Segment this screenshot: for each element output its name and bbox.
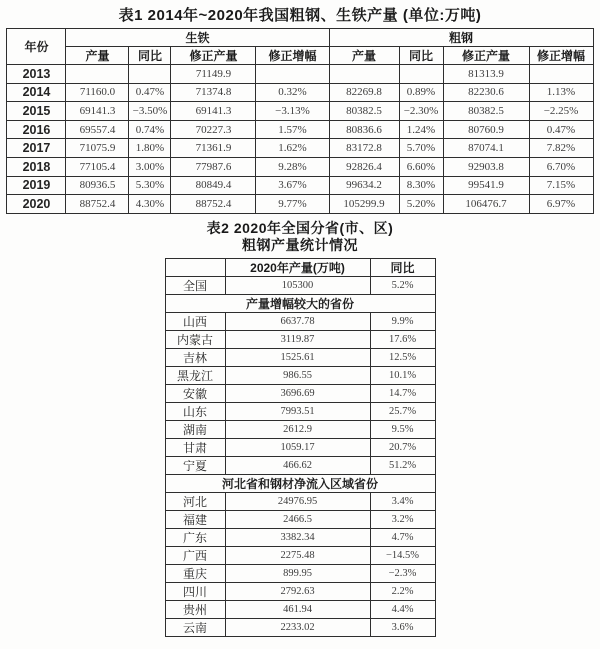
value-cell: −3.13% (256, 102, 329, 121)
table1-title: 表1 2014年~2020年我国粗钢、生铁产量 (单位:万吨) (118, 7, 482, 24)
section-header-cell: 河北省和钢材净流入区域省份 (165, 474, 435, 492)
table1-subheader: 修正增幅 (256, 47, 329, 65)
region-cell: 河北 (165, 492, 225, 510)
yoy-cell: 4.4% (370, 600, 435, 618)
region-cell: 四川 (165, 582, 225, 600)
value-cell: 92903.8 (443, 157, 529, 176)
value-cell: 71374.8 (171, 83, 256, 102)
value-cell: 1.57% (256, 120, 329, 139)
table1-row (7, 65, 593, 84)
year-cell: 2016 (7, 120, 66, 139)
value-cell: 71149.9 (171, 65, 256, 84)
table2-header-yoy: 同比 (370, 258, 435, 276)
table2-row (165, 564, 435, 582)
table2-title (0, 214, 600, 258)
table1-subheader: 同比 (129, 47, 171, 65)
production-cell: 6637.78 (225, 312, 370, 330)
value-cell: 77105.4 (66, 157, 129, 176)
value-cell: 1.62% (256, 139, 329, 158)
value-cell: 81313.9 (443, 65, 529, 84)
production-cell: 2466.5 (225, 510, 370, 528)
region-cell: 安徽 (165, 384, 225, 402)
region-cell: 湖南 (165, 420, 225, 438)
table1-subheader: 同比 (399, 47, 443, 65)
year-cell: 2019 (7, 176, 66, 195)
table1-row (7, 120, 593, 139)
value-cell: 6.60% (399, 157, 443, 176)
production-cell: 24976.95 (225, 492, 370, 510)
region-cell: 宁夏 (165, 456, 225, 474)
production-cell: 105300 (225, 276, 370, 294)
table1-steel-pig-iron-production (6, 28, 593, 214)
yoy-cell: 51.2% (370, 456, 435, 474)
region-cell: 云南 (165, 618, 225, 636)
value-cell: 88752.4 (171, 195, 256, 214)
region-cell: 山西 (165, 312, 225, 330)
value-cell: 0.32% (256, 83, 329, 102)
value-cell: 7.82% (529, 139, 593, 158)
table2-row (165, 312, 435, 330)
production-cell: 1059.17 (225, 438, 370, 456)
yoy-cell: 12.5% (370, 348, 435, 366)
table1-row (7, 139, 593, 158)
value-cell: −2.30% (399, 102, 443, 121)
region-cell: 福建 (165, 510, 225, 528)
table2-province-crude-steel (165, 258, 436, 637)
value-cell: 4.30% (129, 195, 171, 214)
value-cell (399, 65, 443, 84)
year-cell: 2017 (7, 139, 66, 158)
yoy-cell: 14.7% (370, 384, 435, 402)
yoy-cell: 20.7% (370, 438, 435, 456)
region-cell: 内蒙古 (165, 330, 225, 348)
table1-group-header-row (7, 29, 593, 47)
year-cell: 2013 (7, 65, 66, 84)
value-cell: 88752.4 (66, 195, 129, 214)
value-cell: 9.28% (256, 157, 329, 176)
value-cell: 80849.4 (171, 176, 256, 195)
production-cell: 3382.34 (225, 528, 370, 546)
value-cell: 5.30% (129, 176, 171, 195)
table2-row (165, 402, 435, 420)
table1-header-crude-steel: 粗钢 (329, 29, 593, 47)
production-cell: 7993.51 (225, 402, 370, 420)
production-cell: 899.95 (225, 564, 370, 582)
value-cell: 80836.6 (329, 120, 399, 139)
region-cell: 甘肃 (165, 438, 225, 456)
region-cell: 全国 (165, 276, 225, 294)
table1-row (7, 157, 593, 176)
value-cell: 6.97% (529, 195, 593, 214)
value-cell: 82230.6 (443, 83, 529, 102)
table2-row (165, 600, 435, 618)
table1-header-pig-iron: 生铁 (66, 29, 329, 47)
value-cell: 3.67% (256, 176, 329, 195)
value-cell: 77987.6 (171, 157, 256, 176)
section-header-cell: 产量增幅较大的省份 (165, 294, 435, 312)
table1-row (7, 83, 593, 102)
table2-row (165, 510, 435, 528)
year-cell: 2014 (7, 83, 66, 102)
production-cell: 466.62 (225, 456, 370, 474)
region-cell: 广西 (165, 546, 225, 564)
value-cell: 82269.8 (329, 83, 399, 102)
value-cell: 9.77% (256, 195, 329, 214)
value-cell: 99541.9 (443, 176, 529, 195)
value-cell: 0.47% (529, 120, 593, 139)
table2-row (165, 618, 435, 636)
value-cell: 5.20% (399, 195, 443, 214)
value-cell: 7.15% (529, 176, 593, 195)
table2-row (165, 384, 435, 402)
value-cell: 80382.5 (329, 102, 399, 121)
yoy-cell: 25.7% (370, 402, 435, 420)
production-cell: 1525.61 (225, 348, 370, 366)
production-cell: 461.94 (225, 600, 370, 618)
value-cell: 69141.3 (66, 102, 129, 121)
value-cell: 80936.5 (66, 176, 129, 195)
value-cell: 92826.4 (329, 157, 399, 176)
yoy-cell: 3.4% (370, 492, 435, 510)
value-cell: 70227.3 (171, 120, 256, 139)
value-cell: 105299.9 (329, 195, 399, 214)
table2-header-row (165, 258, 435, 276)
value-cell: 87074.1 (443, 139, 529, 158)
table1-row (7, 195, 593, 214)
section-header-row (165, 474, 435, 492)
table2-row (165, 366, 435, 384)
table1-row (7, 176, 593, 195)
value-cell: 1.80% (129, 139, 171, 158)
yoy-cell: 9.5% (370, 420, 435, 438)
year-cell: 2015 (7, 102, 66, 121)
table1-subheader: 修正产量 (171, 47, 256, 65)
production-cell: 2612.9 (225, 420, 370, 438)
value-cell: 71075.9 (66, 139, 129, 158)
production-cell: 3696.69 (225, 384, 370, 402)
year-cell: 2018 (7, 157, 66, 176)
value-cell: 5.70% (399, 139, 443, 158)
table2-row (165, 330, 435, 348)
yoy-cell: −2.3% (370, 564, 435, 582)
table1-row (7, 102, 593, 121)
region-cell: 重庆 (165, 564, 225, 582)
value-cell: 80760.9 (443, 120, 529, 139)
region-cell: 贵州 (165, 600, 225, 618)
table1-subheader: 产量 (66, 47, 129, 65)
table2-header-blank (165, 258, 225, 276)
region-cell: 广东 (165, 528, 225, 546)
table2-title-line2: 粗钢产量统计情况 (242, 236, 358, 253)
yoy-cell: −14.5% (370, 546, 435, 564)
table2-row (165, 492, 435, 510)
table1-sub-header-row (7, 47, 593, 65)
value-cell: −2.25% (529, 102, 593, 121)
value-cell (329, 65, 399, 84)
region-cell: 吉林 (165, 348, 225, 366)
production-cell: 3119.87 (225, 330, 370, 348)
table2-row (165, 276, 435, 294)
table2-title-line1: 表2 2020年全国分省(市、区) (206, 219, 394, 236)
yoy-cell: 10.1% (370, 366, 435, 384)
table2-row (165, 438, 435, 456)
value-cell: 0.47% (129, 83, 171, 102)
production-cell: 986.55 (225, 366, 370, 384)
yoy-cell: 3.6% (370, 618, 435, 636)
value-cell: 99634.2 (329, 176, 399, 195)
value-cell: 106476.7 (443, 195, 529, 214)
yoy-cell: 17.6% (370, 330, 435, 348)
value-cell: 8.30% (399, 176, 443, 195)
section-header-row (165, 294, 435, 312)
table2-row (165, 546, 435, 564)
value-cell: 0.74% (129, 120, 171, 139)
year-cell: 2020 (7, 195, 66, 214)
value-cell: 69557.4 (66, 120, 129, 139)
yoy-cell: 9.9% (370, 312, 435, 330)
region-cell: 山东 (165, 402, 225, 420)
value-cell: 83172.8 (329, 139, 399, 158)
yoy-cell: 5.2% (370, 276, 435, 294)
yoy-cell: 2.2% (370, 582, 435, 600)
table2-row (165, 420, 435, 438)
value-cell: 80382.5 (443, 102, 529, 121)
table1-subheader: 产量 (329, 47, 399, 65)
table2-header-production: 2020年产量(万吨) (225, 258, 370, 276)
table2-row (165, 348, 435, 366)
value-cell (129, 65, 171, 84)
production-cell: 2233.02 (225, 618, 370, 636)
production-cell: 2275.48 (225, 546, 370, 564)
table2-row (165, 456, 435, 474)
value-cell: −3.50% (129, 102, 171, 121)
table2-row (165, 528, 435, 546)
value-cell: 6.70% (529, 157, 593, 176)
value-cell: 71361.9 (171, 139, 256, 158)
table1-subheader: 修正增幅 (529, 47, 593, 65)
value-cell: 69141.3 (171, 102, 256, 121)
value-cell (66, 65, 129, 84)
value-cell: 3.00% (129, 157, 171, 176)
value-cell: 1.24% (399, 120, 443, 139)
value-cell (529, 65, 593, 84)
value-cell: 1.13% (529, 83, 593, 102)
table2-row (165, 582, 435, 600)
table1-subheader: 修正产量 (443, 47, 529, 65)
value-cell: 0.89% (399, 83, 443, 102)
production-cell: 2792.63 (225, 582, 370, 600)
region-cell: 黑龙江 (165, 366, 225, 384)
table1-header-year: 年份 (7, 29, 66, 65)
yoy-cell: 3.2% (370, 510, 435, 528)
yoy-cell: 4.7% (370, 528, 435, 546)
value-cell (256, 65, 329, 84)
value-cell: 71160.0 (66, 83, 129, 102)
